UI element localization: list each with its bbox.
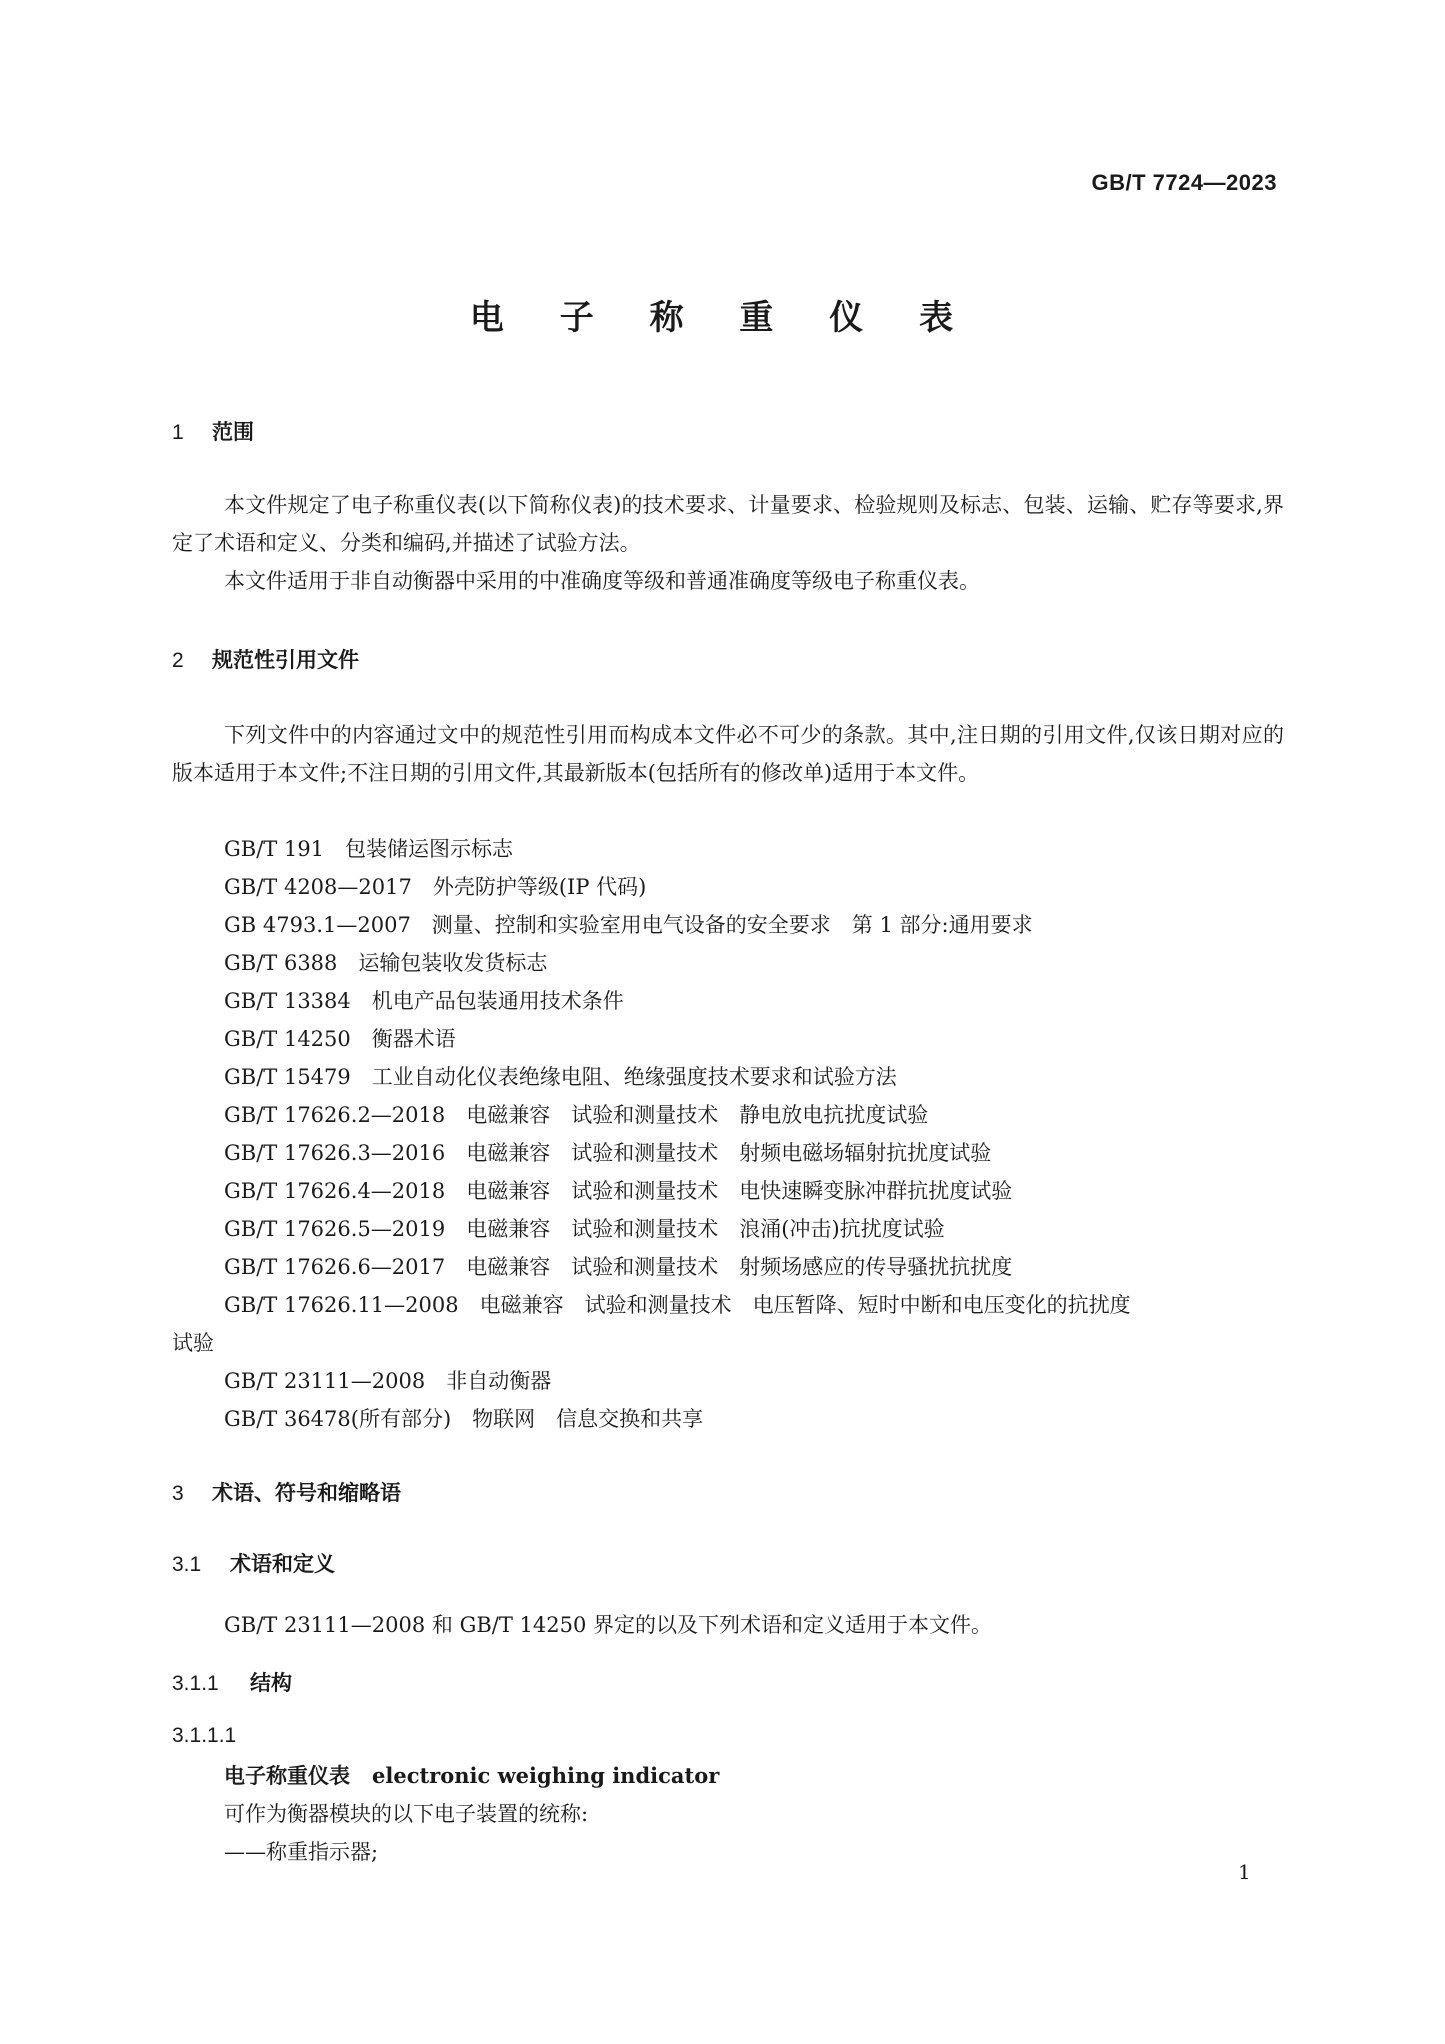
section-title: 术语和定义 [230, 1552, 335, 1576]
term-number: 3.1.1.1 [172, 1724, 237, 1747]
section-3-heading [172, 1477, 401, 1507]
section-number: 3.1.1 [172, 1672, 219, 1695]
scope-paragraph: 本文件规定了电子称重仪表(以下简称仪表)的技术要求、计量要求、检验规则及标志、包装、运输、贮存等要求,界定了术语和定义、分类和编码,并描述了试验方法。 [172, 493, 1284, 555]
section-number: 3.1 [172, 1553, 202, 1576]
reference-item: GB/T 15479 工业自动化仪表绝缘电阻、绝缘强度技术要求和试验方法 [224, 1065, 897, 1089]
section-number: 1 [172, 421, 184, 444]
section-number: 3 [172, 1482, 184, 1505]
document-title: 电 子 称 重 仪 表 [469, 298, 976, 338]
term-list-item: ——称重指示器; [224, 1840, 379, 1864]
section-title: 结构 [250, 1671, 292, 1695]
reference-item: GB/T 17626.11—2008 电磁兼容 试验和测量技术 电压暂降、短时中断和电压变化的抗扰度 [224, 1293, 1131, 1317]
section-1-heading [172, 416, 254, 446]
term-name-zh: 电子称重仪表 [224, 1764, 350, 1788]
reference-item: GB/T 4208—2017 外壳防护等级(IP 代码) [224, 875, 647, 899]
standard-code: GB/T 7724—2023 [1091, 170, 1277, 195]
page-number: 1 [1238, 1860, 1251, 1884]
reference-item: GB/T 13384 机电产品包装通用技术条件 [224, 989, 624, 1013]
section-title: 范围 [212, 420, 254, 444]
section-3-1-heading [172, 1548, 335, 1578]
section-title: 术语、符号和缩略语 [212, 1481, 401, 1505]
term-name-en: electronic weighing indicator [372, 1763, 720, 1788]
terms-intro-paragraph: GB/T 23111—2008 和 GB/T 14250 界定的以及下列术语和定义适用于本文件。 [224, 1613, 993, 1637]
reference-item: GB/T 6388 运输包装收发货标志 [224, 951, 548, 975]
reference-item: GB/T 191 包装储运图示标志 [224, 837, 514, 861]
reference-item: GB/T 17626.6—2017 电磁兼容 试验和测量技术 射频场感应的传导骚扰抗扰度 [224, 1255, 1013, 1279]
reference-item: GB/T 17626.4—2018 电磁兼容 试验和测量技术 电快速瞬变脉冲群抗扰度试验 [224, 1179, 1013, 1203]
section-number: 2 [172, 649, 184, 672]
term-definition: 可作为衡器模块的以下电子装置的统称: [224, 1802, 589, 1826]
reference-item: GB/T 17626.2—2018 电磁兼容 试验和测量技术 静电放电抗扰度试验 [224, 1103, 929, 1127]
reference-item: GB/T 17626.3—2016 电磁兼容 试验和测量技术 射频电磁场辐射抗扰度试验 [224, 1141, 992, 1165]
scope-applicability-paragraph: 本文件适用于非自动衡器中采用的中准确度等级和普通准确度等级电子称重仪表。 [224, 569, 980, 593]
reference-item: GB/T 17626.5—2019 电磁兼容 试验和测量技术 浪涌(冲击)抗扰度试验 [224, 1217, 945, 1241]
section-3-1-1-heading [172, 1667, 292, 1697]
reference-item-continuation: 试验 [172, 1331, 214, 1355]
reference-item: GB/T 36478(所有部分) 物联网 信息交换和共享 [224, 1407, 704, 1431]
reference-item: GB/T 14250 衡器术语 [224, 1027, 456, 1051]
section-2-heading [172, 644, 359, 674]
reference-item: GB 4793.1—2007 测量、控制和实验室用电气设备的安全要求 第 1 部分:通用要求 [224, 913, 1033, 937]
reference-item: GB/T 23111—2008 非自动衡器 [224, 1369, 552, 1393]
references-intro-paragraph: 下列文件中的内容通过文中的规范性引用而构成本文件必不可少的条款。其中,注日期的引用文件,仅该日期对应的版本适用于本文件;不注日期的引用文件,其最新版本(包括所有的修改单)适用于本文件。 [172, 723, 1284, 785]
section-title: 规范性引用文件 [212, 648, 359, 672]
term-name [224, 1760, 719, 1790]
